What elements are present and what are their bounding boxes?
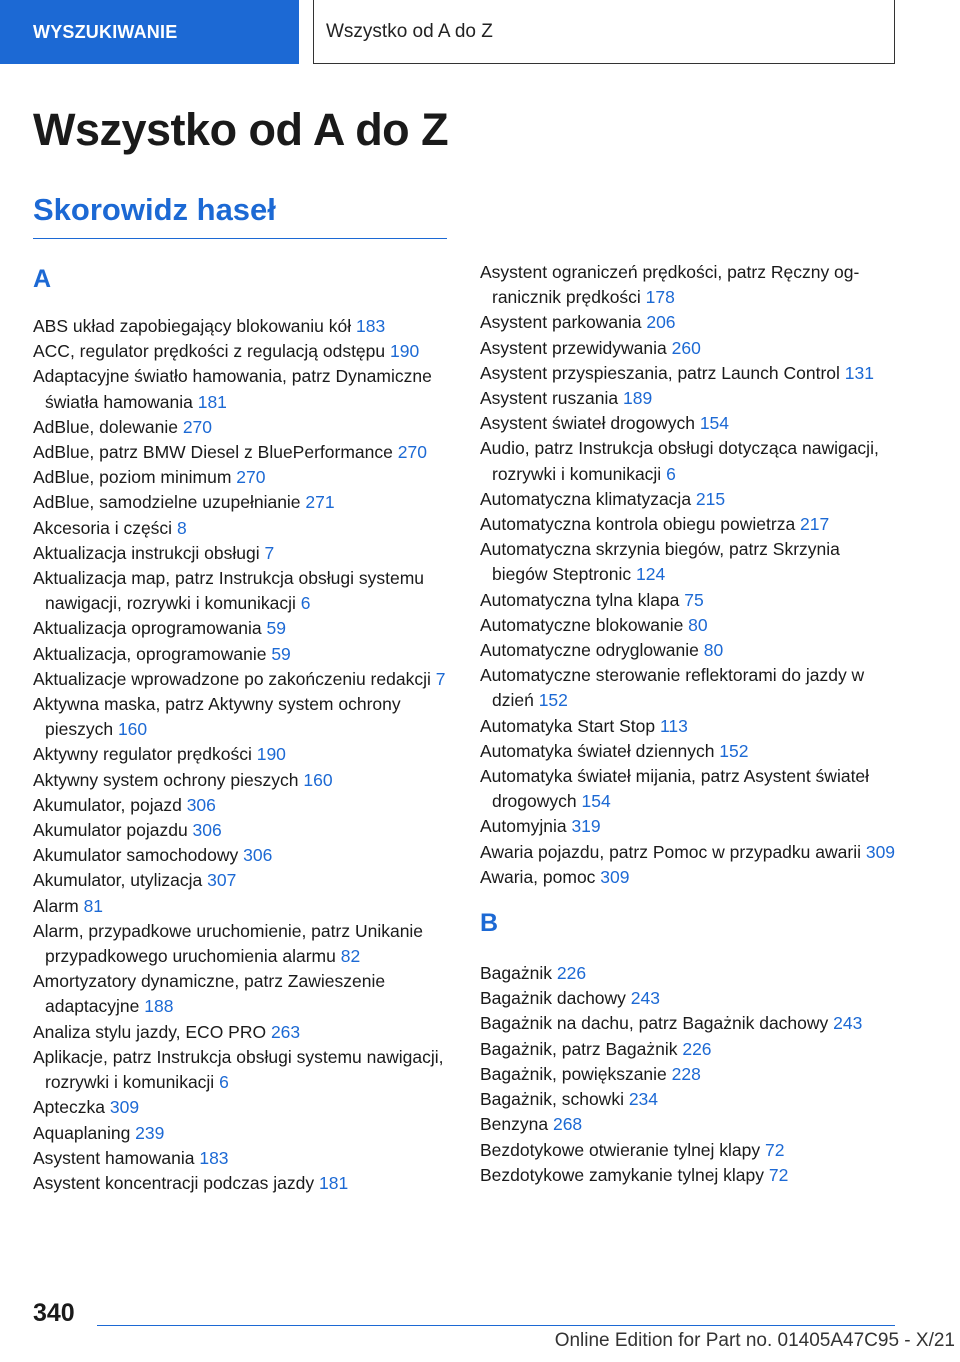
index-entry [33, 1020, 453, 1045]
entry-page-link[interactable]: 82 [340, 946, 361, 967]
entry-text: Aktualizacja oprogramowania [33, 618, 267, 639]
entry-page-link[interactable]: 243 [833, 1013, 863, 1034]
index-entry [480, 260, 898, 310]
entry-text: Aktywna maska, patrz Aktywny system ochrony pieszych [33, 694, 401, 740]
entry-text: Bagażnik dachowy [480, 988, 631, 1009]
index-entry [480, 663, 898, 713]
heading-divider [33, 238, 447, 239]
entry-text: Automatyka Start Stop [480, 715, 660, 736]
index-entry [33, 868, 453, 893]
entry-text: Alarm, przypadkowe uruchomienie, patrz Unikanie przypadkowego uruchomienia alarmu [33, 920, 424, 967]
index-column-right [480, 260, 898, 1188]
entry-text: Asystent hamowania [33, 1147, 200, 1168]
entry-page-link[interactable]: 80 [688, 614, 708, 635]
entry-page-link[interactable]: 59 [266, 618, 286, 639]
index-entry [480, 386, 898, 411]
entry-text: Bagażnik na dachu, patrz Bagażnik dachowy [480, 1013, 834, 1034]
index-entry [33, 339, 453, 364]
entry-page-link[interactable]: 270 [397, 442, 427, 463]
entry-text: ACC, regulator prędkości z regulacją odstępu [33, 341, 390, 362]
entry-page-link[interactable]: 270 [182, 416, 213, 437]
entry-page-link[interactable]: 75 [684, 589, 704, 610]
index-entry [480, 336, 898, 361]
index-entry [480, 310, 898, 335]
index-entry [480, 764, 898, 814]
entry-text: Asystent przyspieszania, patrz Launch Control [480, 362, 845, 383]
entry-text: Aktywny system ochrony pieszych [33, 769, 304, 790]
entry-page-link[interactable]: 124 [635, 564, 666, 585]
entry-text: Akumulator, pojazd [33, 794, 187, 815]
entry-page-link[interactable]: 217 [800, 514, 830, 535]
entry-text: Alarm [33, 895, 84, 916]
index-heading: Skorowidz haseł [33, 192, 276, 227]
entry-page-link[interactable]: 6 [219, 1072, 229, 1093]
entry-page-link[interactable]: 319 [571, 816, 601, 837]
entry-page-link[interactable]: 160 [303, 769, 333, 790]
entry-text: Asystent parkowania [480, 312, 647, 333]
index-entry [33, 490, 453, 515]
entry-text: Bagażnik [480, 963, 557, 984]
entry-page-link[interactable]: 270 [236, 467, 266, 488]
entry-text: Automatyczne odryglowanie [480, 640, 704, 661]
index-entry [480, 1112, 898, 1137]
index-entry [33, 1146, 453, 1171]
entry-page-link[interactable]: 80 [703, 640, 724, 661]
entry-text: Asystent ograniczeń prędkości, patrz Ręczny ogranicznik prędkości [480, 262, 860, 308]
entry-page-link[interactable]: 152 [719, 740, 749, 761]
entry-text: AdBlue, samodzielne uzupełnianie [33, 492, 306, 513]
entry-text: Asystent świateł drogowych [480, 413, 700, 434]
index-entry [480, 739, 898, 764]
entry-text: AdBlue, patrz BMW Diesel z BluePerformance [33, 442, 398, 463]
entry-text: Aquaplaning [33, 1122, 136, 1143]
entry-page-link[interactable]: 263 [270, 1021, 301, 1042]
entry-page-link[interactable]: 309 [109, 1097, 140, 1118]
entry-page-link[interactable]: 228 [671, 1063, 701, 1084]
entry-page-link[interactable]: 178 [645, 287, 675, 308]
entry-page-link[interactable]: 188 [144, 996, 174, 1017]
entry-text: Asystent koncentracji podczas jazdy [33, 1172, 319, 1193]
entry-text: Automatyczne blokowanie [480, 614, 689, 635]
entry-page-link[interactable]: 181 [318, 1172, 349, 1193]
entry-page-link[interactable]: 226 [556, 963, 587, 984]
entry-text: AdBlue, poziom minimum [33, 467, 237, 488]
entry-text: Aplikacje, patrz Instrukcja obsługi systemu nawigacji, rozrywki i komunikacji [33, 1046, 444, 1093]
index-entry [33, 364, 453, 414]
index-entry [33, 566, 453, 616]
entry-page-link[interactable]: 307 [207, 870, 237, 891]
index-entry [33, 541, 453, 566]
entry-page-link[interactable]: 234 [628, 1089, 659, 1110]
entry-page-link[interactable]: 206 [646, 312, 676, 333]
index-entry [33, 667, 453, 692]
index-entry [33, 919, 453, 969]
index-entry [33, 894, 453, 919]
entry-text: Akumulator pojazdu [33, 820, 193, 841]
entry-text: Akumulator samochodowy [33, 845, 244, 866]
entry-text: Asystent ruszania [480, 388, 623, 409]
entry-page-link[interactable]: 7 [264, 542, 275, 563]
index-entry [33, 415, 453, 440]
index-entry [33, 440, 453, 465]
entry-text: Automatyczna tylna klapa [480, 589, 685, 610]
entry-text: Bagażnik, schowki [480, 1089, 629, 1110]
entry-text: Bagażnik, patrz Bagażnik [480, 1038, 683, 1059]
section-letter-b: B [480, 909, 499, 938]
entry-page-link[interactable]: 239 [135, 1122, 165, 1143]
entry-page-link[interactable]: 271 [305, 492, 335, 513]
entry-text: Automatyka świateł mijania, patrz Asystent świateł drogowych [480, 766, 870, 812]
entry-text: AdBlue, dolewanie [33, 416, 183, 437]
entry-text: Benzyna [480, 1114, 553, 1135]
entry-text: Aktualizacja, oprogramowanie [33, 643, 272, 664]
entry-page-link[interactable]: 152 [538, 690, 568, 711]
entry-text: Aktualizacja map, patrz Instrukcja obsługi systemu nawigacji, rozrywki i komunikacji [33, 568, 424, 614]
index-entry [480, 613, 898, 638]
entry-text: Bezdotykowe zamykanie tylnej klapy [480, 1164, 769, 1185]
index-entry [480, 1011, 898, 1036]
entry-page-link[interactable]: 6 [666, 463, 676, 484]
index-entry [33, 642, 453, 667]
entry-page-link[interactable]: 113 [659, 715, 688, 736]
index-entry [33, 1045, 453, 1095]
entry-list-right-b [480, 961, 898, 1188]
index-entry [33, 1121, 453, 1146]
index-entry [480, 840, 898, 865]
index-column-left [33, 260, 453, 1196]
entry-list-left [33, 314, 453, 1196]
entry-page-link[interactable]: 72 [768, 1164, 789, 1185]
index-entry [480, 814, 898, 839]
chapter-tab[interactable]: Wszystko od A do Z [313, 0, 895, 64]
index-entry [480, 1087, 898, 1112]
page-number: 340 [33, 1299, 75, 1327]
entry-page-link[interactable]: 7 [435, 668, 446, 689]
index-entry [480, 1138, 898, 1163]
entry-page-link[interactable]: 309 [600, 866, 630, 887]
entry-page-link[interactable]: 309 [865, 841, 896, 862]
index-entry [33, 1095, 453, 1120]
entry-page-link[interactable]: 160 [117, 719, 148, 740]
index-entry [480, 537, 898, 587]
entry-text: Audio, patrz Instrukcja obsługi dotycząca nawigacji, rozrywki i komunikacji [480, 438, 879, 484]
entry-page-link[interactable]: 154 [699, 413, 730, 434]
index-entry [480, 361, 898, 386]
entry-page-link[interactable]: 59 [271, 643, 291, 664]
entry-text: Aktualizacje wprowadzone po zakończeniu redakcji [33, 668, 436, 689]
index-entry [480, 1163, 898, 1188]
index-entry [33, 465, 453, 490]
entry-text: Aktywny regulator prędkości [33, 744, 257, 765]
entry-text: Awaria, pomoc [480, 866, 601, 887]
entry-text: Aktualizacja instrukcji obsługi [33, 542, 265, 563]
index-entry [33, 1171, 453, 1196]
entry-page-link[interactable]: 154 [581, 791, 611, 812]
entry-page-link[interactable]: 306 [186, 794, 216, 815]
index-entry [33, 742, 453, 767]
entry-page-link[interactable]: 81 [83, 895, 104, 916]
index-entry [33, 969, 453, 1019]
index-entry [480, 487, 898, 512]
entry-text: Asystent przewidywania [480, 337, 672, 358]
index-entry [33, 793, 453, 818]
entry-text: Akcesoria i części [33, 517, 177, 538]
entry-page-link[interactable]: 181 [197, 391, 227, 412]
entry-page-link[interactable]: 306 [243, 845, 273, 866]
entry-page-link[interactable]: 189 [622, 388, 653, 409]
entry-text: Awaria pojazdu, patrz Pomoc w przypadku awarii [480, 841, 866, 862]
entry-page-link[interactable]: 8 [176, 517, 187, 538]
section-tab[interactable]: WYSZUKIWANIE [0, 0, 299, 64]
entry-page-link[interactable]: 131 [844, 362, 874, 383]
index-entry [33, 768, 453, 793]
index-entry [480, 588, 898, 613]
index-entry [480, 865, 898, 890]
page-title: Wszystko od A do Z [33, 104, 449, 155]
entry-text: Automatyczna kontrola obiegu powietrza [480, 514, 801, 535]
entry-text: Analiza stylu jazdy, ECO PRO [33, 1021, 271, 1042]
index-entry [480, 1037, 898, 1062]
entry-page-link[interactable]: 6 [300, 593, 311, 614]
entry-page-link[interactable]: 183 [355, 316, 386, 336]
entry-page-link[interactable]: 215 [695, 488, 726, 509]
index-entry [480, 986, 898, 1011]
entry-page-link[interactable]: 260 [671, 337, 701, 358]
entry-page-link[interactable]: 72 [765, 1139, 785, 1160]
entry-text: Amortyzatory dynamiczne, patrz Zawieszenie adaptacyjne [33, 971, 386, 1017]
index-entry [480, 961, 898, 986]
entry-text: Automatyka świateł dziennych [480, 740, 720, 761]
section-letter-a: A [33, 265, 52, 293]
index-entry [480, 411, 898, 436]
entry-page-link[interactable]: 268 [552, 1114, 583, 1135]
entry-text: Apteczka [33, 1097, 110, 1118]
entry-text: Automatyczna klimatyzacja [480, 488, 696, 509]
entry-text: Bezdotykowe otwieranie tylnej klapy [480, 1139, 766, 1160]
index-entry [480, 714, 898, 739]
entry-page-link[interactable]: 226 [682, 1038, 712, 1059]
index-entry [33, 616, 453, 641]
entry-page-link[interactable]: 183 [199, 1147, 229, 1168]
index-entry [480, 638, 898, 663]
entry-page-link[interactable]: 190 [256, 744, 286, 765]
index-entry [33, 516, 453, 541]
entry-list-right-a [480, 260, 898, 890]
entry-page-link[interactable]: 243 [630, 988, 660, 1009]
entry-text: Bagażnik, powiększanie [480, 1063, 672, 1084]
entry-text: Automatyczna skrzynia biegów, patrz Skrzynia biegów Steptronic [480, 539, 840, 585]
index-entry [33, 692, 453, 742]
entry-text: Akumulator, utylizacja [33, 870, 208, 891]
index-entry [33, 314, 453, 339]
index-entry [480, 512, 898, 537]
entry-page-link[interactable]: 306 [192, 820, 222, 841]
entry-text: ABS układ zapobiegający blokowaniu kół [33, 316, 356, 336]
entry-text: Adaptacyjne światło hamowania, patrz Dynamiczne światła hamowania [33, 366, 432, 412]
entry-text: Automatyczne sterowanie reflektorami do jazdy w dzień [480, 665, 865, 711]
index-entry [33, 818, 453, 843]
footer-edition: Online Edition for Part no. 01405A47C95 - X/21 [554, 1330, 955, 1351]
index-entry [480, 436, 898, 486]
entry-text: Automyjnia [480, 816, 572, 837]
entry-page-link[interactable]: 190 [390, 341, 420, 362]
index-entry [480, 1062, 898, 1087]
index-entry [33, 843, 453, 868]
footer-divider [97, 1325, 895, 1326]
